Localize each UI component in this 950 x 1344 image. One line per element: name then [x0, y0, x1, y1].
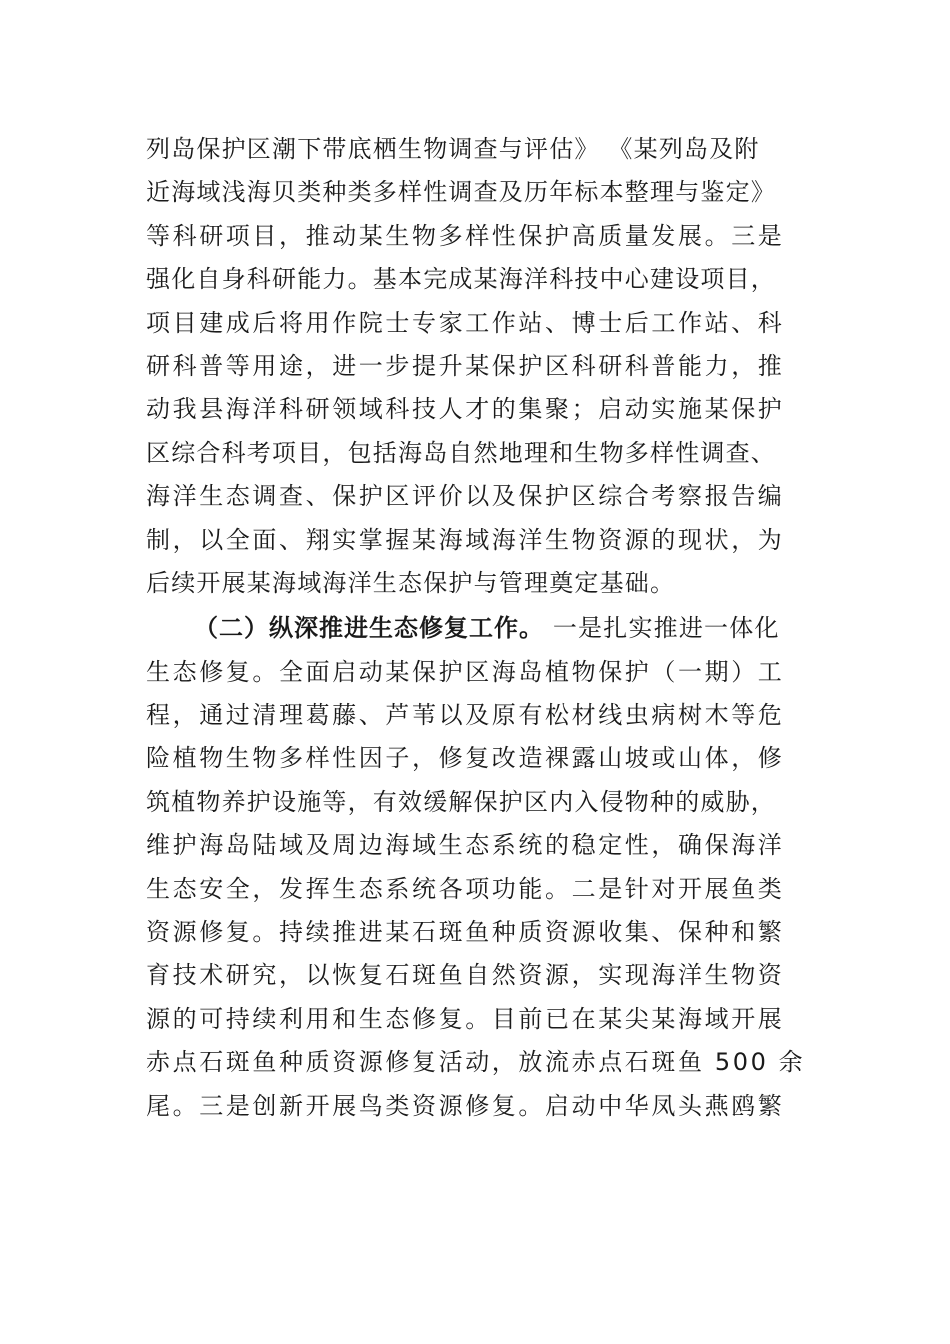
- body-text: [146, 128, 826, 1128]
- text-run: 一是扎实推进一体化: [552, 614, 780, 643]
- text-line: 生态修复。全面启动某保护区海岛植物保护（一期）工: [146, 657, 785, 686]
- text-line: 区综合科考项目，包括海岛自然地理和生物多样性调查、: [146, 438, 776, 467]
- text-line: 列岛保护区潮下带底栖生物调查与评估》 《某列岛及附: [146, 135, 760, 163]
- text-line: 源的可持续利用和生态修复。目前已在某尖某海域开展: [146, 1004, 785, 1033]
- text-line: 强化自身科研能力。基本完成某海洋科技中心建设项目，: [146, 265, 776, 294]
- text-line: 动我县海洋科研领域科技人才的集聚；启动实施某保护: [146, 395, 785, 424]
- text-line: 尾。三是创新开展鸟类资源修复。启动中华凤头燕鸥繁: [146, 1091, 785, 1120]
- text-line: 近海域浅海贝类种类多样性调查及历年标本整理与鉴定》: [146, 178, 776, 207]
- text-line: 制，以全面、翔实掌握某海域海洋生物资源的现状，为: [146, 525, 785, 554]
- text-line: 筑植物养护设施等，有效缓解保护区内入侵物种的威胁，: [146, 787, 776, 816]
- text-line: 资源修复。持续推进某石斑鱼种质资源收集、保种和繁: [146, 918, 785, 947]
- text-line: 等科研项目，推动某生物多样性保护高质量发展。三是: [146, 221, 785, 250]
- text-line: 后续开展某海域海洋生态保护与管理奠定基础。: [146, 568, 676, 597]
- text-line: 育技术研究，以恢复石斑鱼自然资源，实现海洋生物资: [146, 961, 785, 990]
- text-line: 维护海岛陆域及周边海域生态系统的稳定性，确保海洋: [146, 831, 785, 860]
- text-line: 海洋生态调查、保护区评价以及保护区综合考察报告编: [146, 482, 785, 511]
- text-line: 研科普等用途，进一步提升某保护区科研科普能力，推: [146, 351, 785, 380]
- text-line: 项目建成后将用作院士专家工作站、博士后工作站、科: [146, 308, 785, 337]
- text-line: 赤点石斑鱼种质资源修复活动，放流赤点石斑鱼 500 余: [146, 1048, 806, 1077]
- text-line: 程，通过清理葛藤、芦苇以及原有松材线虫病树木等危: [146, 701, 785, 730]
- section-heading-line: [146, 607, 826, 650]
- section-heading: （二）纵深推进生态修复工作。: [194, 614, 544, 643]
- text-line: 生态安全，发挥生态系统各项功能。二是针对开展鱼类: [146, 874, 785, 903]
- text-line: 险植物生物多样性因子，修复改造裸露山坡或山体，修: [146, 744, 785, 773]
